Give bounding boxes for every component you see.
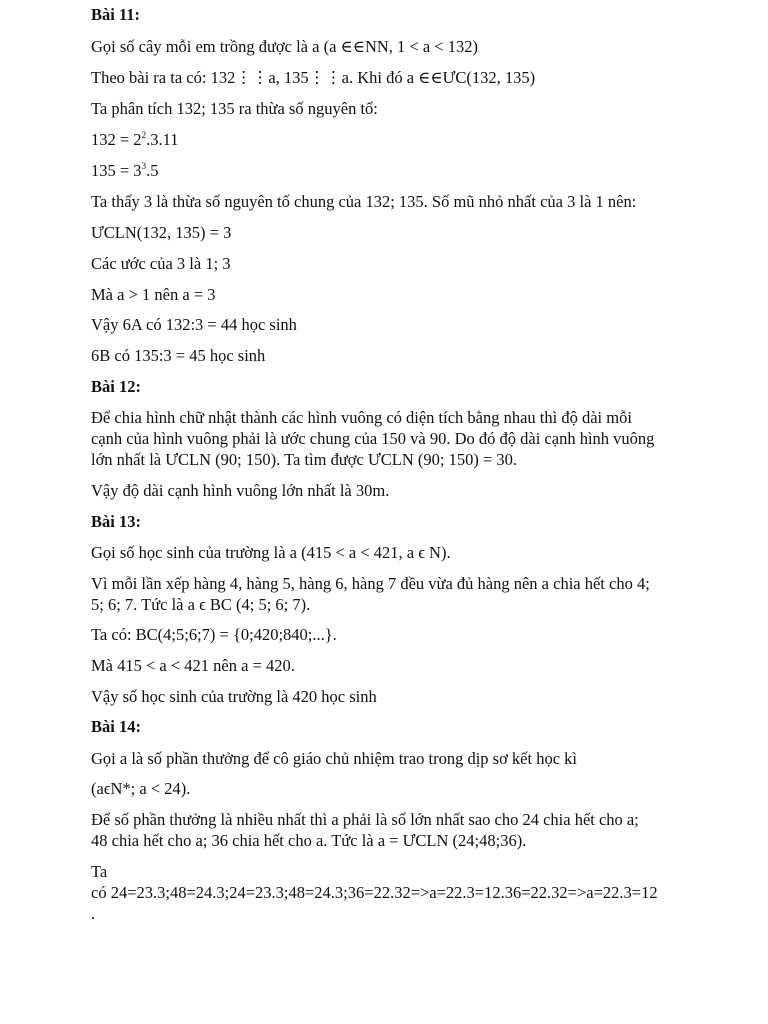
factor-135-rest: .5	[146, 161, 159, 180]
factor-132-rest: .3.11	[146, 130, 179, 149]
bai-11-factorization-135	[91, 160, 158, 181]
factor-132-exponent: 2	[141, 130, 147, 140]
bai-11-paragraph-5: ƯCLN(132, 135) = 3	[91, 223, 232, 242]
factor-135-exponent: 3	[141, 161, 147, 171]
bai-11-paragraph-7: Mà a > 1 nên a = 3	[91, 285, 216, 304]
factor-135-base: 135 = 3	[91, 161, 142, 180]
heading-bai-11: Bài 11:	[91, 5, 141, 24]
bai-13-paragraph-3: Ta có: BC(4;5;6;7) = {0;420;840;...}.	[91, 625, 337, 644]
bai-12-paragraph-2: Vậy độ dài cạnh hình vuông lớn nhất là 30m.	[91, 481, 390, 500]
bai-14-paragraph-4-line-1: Ta	[91, 862, 108, 881]
bai-11-paragraph-2: Theo bài ra ta có: 132⋮⋮a, 135⋮⋮a. Khi đó a ∈∈ƯC(132, 135)	[91, 68, 536, 87]
bai-12-paragraph-1-line-2: cạnh của hình vuông phải là ước chung của 150 và 90. Do đó độ dài cạnh hình vuông	[91, 429, 655, 448]
bai-11-paragraph-8: Vậy 6A có 132:3 = 44 học sinh	[91, 315, 297, 334]
bai-14-paragraph-4-line-2: có 24=23.3;48=24.3;24=23.3;48=24.3;36=22.32=>a=22.3=12.36=22.32=>a=22.3=12	[91, 883, 658, 902]
heading-bai-14: Bài 14:	[91, 717, 141, 736]
bai-13-paragraph-2-line-1: Vì mỗi lần xếp hàng 4, hàng 5, hàng 6, hàng 7 đều vừa đủ hàng nên a chia hết cho 4;	[91, 574, 650, 593]
bai-14-paragraph-2: (aϵN*; a < 24).	[91, 779, 191, 798]
bai-14-paragraph-3-line-2: 48 chia hết cho a; 36 chia hết cho a. Tức là a = ƯCLN (24;48;36).	[91, 831, 527, 850]
bai-11-paragraph-1: Gọi số cây mỗi em trồng được là a (a ∈∈NN, 1 < a < 132)	[91, 37, 478, 56]
bai-14-paragraph-4-line-3: .	[91, 904, 96, 923]
bai-12-paragraph-1-line-1: Để chia hình chữ nhật thành các hình vuông có diện tích bằng nhau thì độ dài mỗi	[91, 408, 632, 427]
bai-14-paragraph-3-line-1: Để số phần thưởng là nhiều nhất thì a phải là số lớn nhất sao cho 24 chia hết cho a;	[91, 810, 639, 829]
heading-bai-12: Bài 12:	[91, 377, 141, 396]
bai-13-paragraph-2-line-2: 5; 6; 7. Tức là a ϵ BC (4; 5; 6; 7).	[91, 595, 311, 614]
bai-13-paragraph-1: Gọi số học sinh của trường là a (415 < a < 421, a ϵ N).	[91, 543, 451, 562]
bai-12-paragraph-1-line-3: lớn nhất là ƯCLN (90; 150). Ta tìm được ƯCLN (90; 150) = 30.	[91, 450, 518, 469]
bai-13-paragraph-5: Vậy số học sinh của trường là 420 học sinh	[91, 687, 377, 706]
bai-13-paragraph-4: Mà 415 < a < 421 nên a = 420.	[91, 656, 295, 675]
bai-11-paragraph-9: 6B có 135:3 = 45 học sinh	[91, 346, 266, 365]
bai-11-paragraph-4: Ta thấy 3 là thừa số nguyên tố chung của 132; 135. Số mũ nhỏ nhất của 3 là 1 nên:	[91, 192, 637, 211]
bai-11-paragraph-3: Ta phân tích 132; 135 ra thừa số nguyên tố:	[91, 99, 378, 118]
factor-132-base: 132 = 2	[91, 130, 142, 149]
bai-11-factorization-132	[91, 129, 178, 150]
bai-11-paragraph-6: Các ước của 3 là 1; 3	[91, 254, 231, 273]
bai-14-paragraph-1: Gọi a là số phần thưởng để cô giáo chủ nhiệm trao trong dịp sơ kết học kì	[91, 749, 578, 768]
heading-bai-13: Bài 13:	[91, 512, 141, 531]
